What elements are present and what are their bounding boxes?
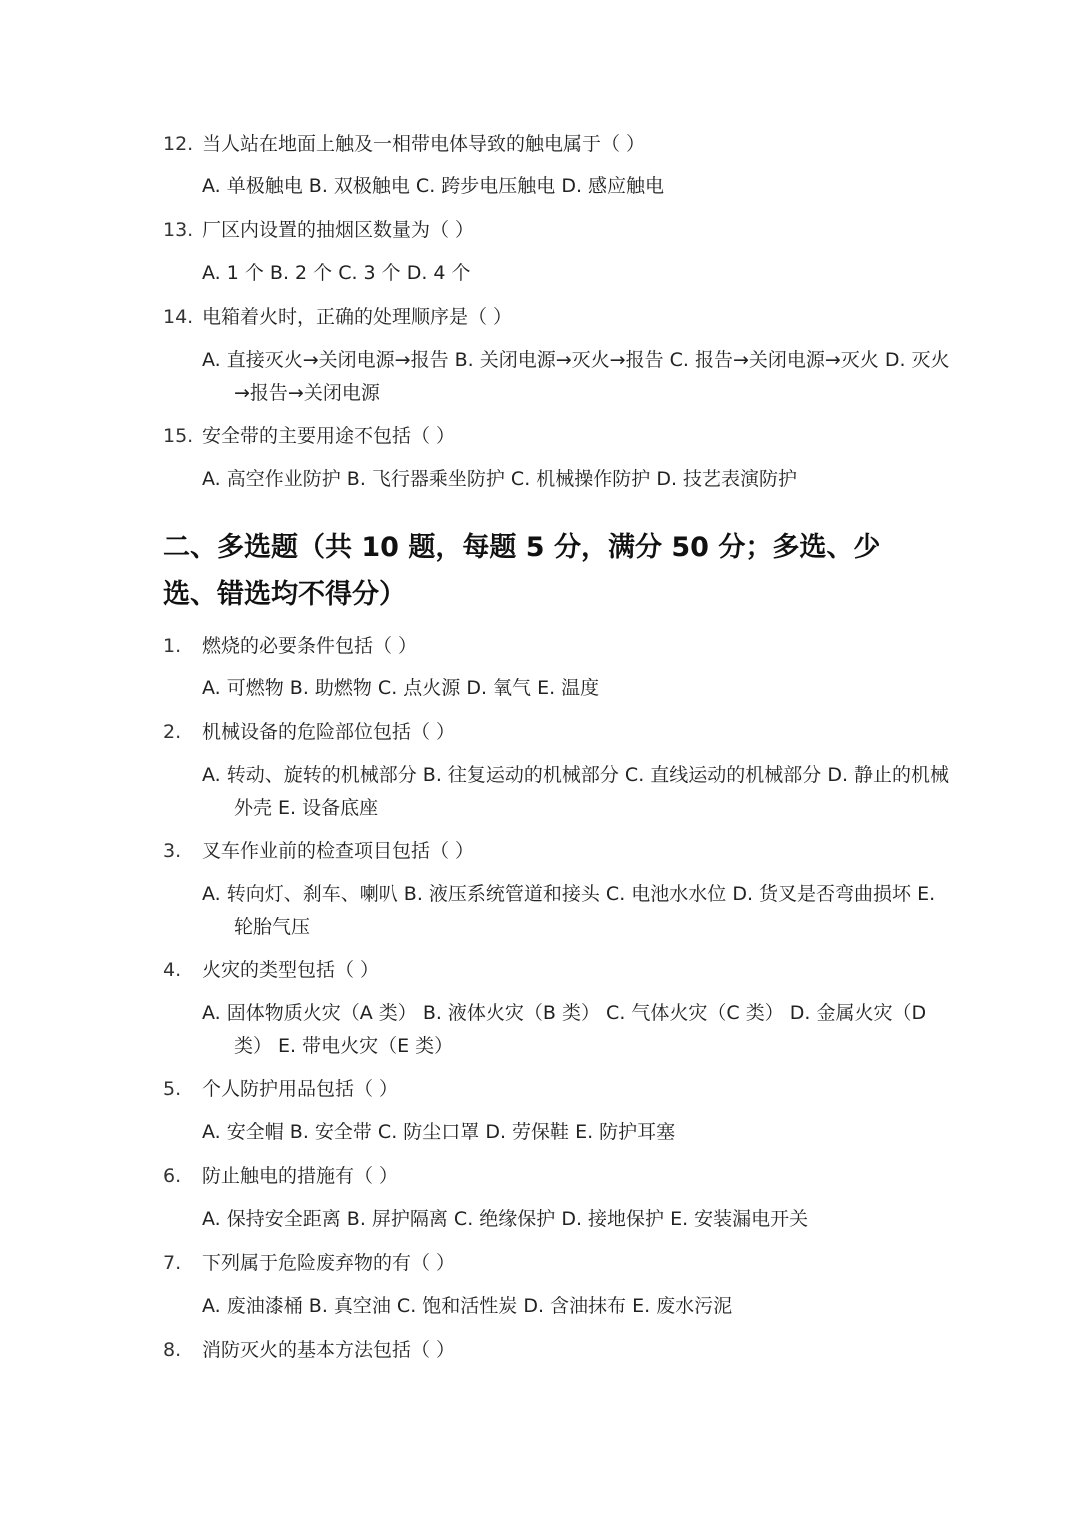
question-12-options: A. 单极触电 B. 双极触电 C. 跨步电压触电 D. 感应触电 [202,175,665,197]
question-13-options: A. 1 个 B. 2 个 C. 3 个 D. 4 个 [202,262,471,284]
question-number: 8. [163,1339,182,1361]
question-number: 6. [163,1165,182,1187]
question-6-options: A. 保持安全距离 B. 屏护隔离 C. 绝缘保护 D. 接地保护 E. 安装漏电开关 [202,1208,809,1230]
question-text: 消防灭火的基本方法包括（ ） [202,1339,456,1361]
question-text: 火灾的类型包括（ ） [202,959,380,981]
question-text: 叉车作业前的检查项目包括（ ） [202,840,475,862]
section-heading: 二、多选题（共 10 题，每题 5 分，满分 50 分；多选、少选、错选均不得分） [163,532,881,610]
question-14-options: A. 直接灭火→关闭电源→报告 B. 关闭电源→灭火→报告 C. 报告→关闭电源→灭火 D. 灭火→报告→关闭电源 [202,349,950,404]
question-number: 3. [163,840,182,862]
question-7-options: A. 废油漆桶 B. 真空油 C. 饱和活性炭 D. 含油抹布 E. 废水污泥 [202,1295,733,1317]
question-15-options: A. 高空作业防护 B. 飞行器乘坐防护 C. 机械操作防护 D. 技艺表演防护 [202,468,798,490]
question-text: 厂区内设置的抽烟区数量为（ ） [202,219,475,241]
question-number: 5. [163,1078,182,1100]
question-text: 机械设备的危险部位包括（ ） [202,721,456,743]
question-number: 4. [163,959,182,981]
question-text: 当人站在地面上触及一相带电体导致的触电属于（ ） [202,133,646,155]
question-text: 燃烧的必要条件包括（ ） [202,635,418,657]
question-text: 下列属于危险废弃物的有（ ） [202,1252,456,1274]
question-number: 15. [163,425,194,447]
question-4-options: A. 固体物质火灾（A 类） B. 液体火灾（B 类） C. 气体火灾（C 类） D. 金属火灾（D 类） E. 带电火灾（E 类） [202,1002,927,1057]
question-number: 14. [163,306,194,328]
question-text: 安全带的主要用途不包括（ ） [202,425,456,447]
question-number: 12. [163,133,194,155]
question-1-options: A. 可燃物 B. 助燃物 C. 点火源 D. 氧气 E. 温度 [202,677,600,699]
question-text: 防止触电的措施有（ ） [202,1165,399,1187]
question-3-options: A. 转向灯、刹车、喇叭 B. 液压系统管道和接头 C. 电池水水位 D. 货叉是否弯曲损坏 E. 轮胎气压 [202,883,936,938]
question-number: 2. [163,721,182,743]
question-text: 个人防护用品包括（ ） [202,1078,399,1100]
question-number: 1. [163,635,182,657]
question-number: 13. [163,219,194,241]
question-number: 7. [163,1252,182,1274]
question-2-options: A. 转动、旋转的机械部分 B. 往复运动的机械部分 C. 直线运动的机械部分 D. 静止的机械外壳 E. 设备底座 [202,764,950,819]
question-text: 电箱着火时，正确的处理顺序是（ ） [202,306,513,328]
question-5-options: A. 安全帽 B. 安全带 C. 防尘口罩 D. 劳保鞋 E. 防护耳塞 [202,1121,676,1143]
